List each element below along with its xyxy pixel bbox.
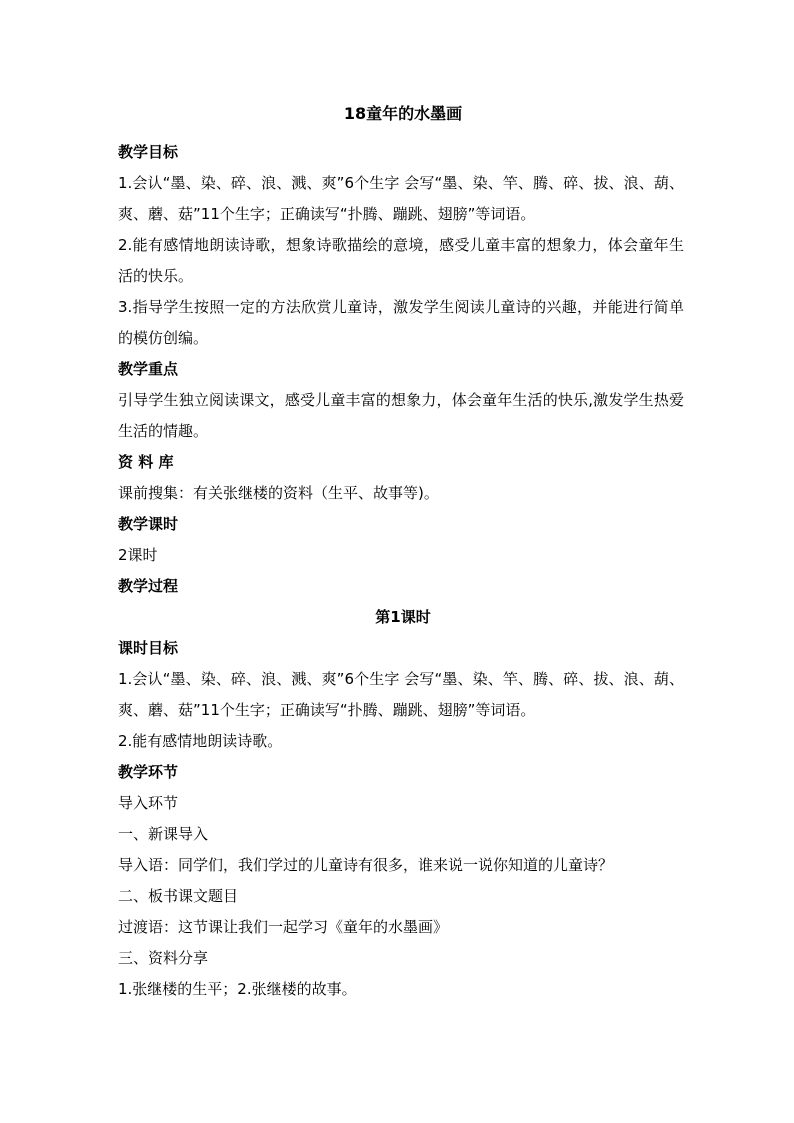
steps-heading: 教学环节 xyxy=(118,763,179,781)
hours-text: 2课时 xyxy=(118,546,158,564)
lesson1-heading: 第1课时 xyxy=(375,608,431,626)
step2-text: 过渡语：这节课让我们一起学习《童年的水墨画》 xyxy=(118,918,449,936)
step3-text: 1.张继楼的生平；2.张继楼的故事。 xyxy=(118,980,357,998)
lesson-goals-heading: 课时目标 xyxy=(118,639,179,657)
objectives-heading: 教学目标 xyxy=(118,143,179,161)
hours-heading: 教学课时 xyxy=(118,515,179,533)
step3-title: 三、资料分享 xyxy=(118,949,209,967)
document-title: 18童年的水墨画 xyxy=(343,104,463,123)
objective-item: 1.会认“墨、染、碎、浪、溅、爽”6个生字 会写“墨、染、竿、腾、碎、拔、浪、葫、爽、蘑、菇”11个生字；正确读写“扑腾、蹦跳、翅膀”等词语。 xyxy=(118,174,684,223)
lesson-goal-item: 1.会认“墨、染、碎、浪、溅、爽”6个生字 会写“墨、染、竿、腾、碎、拔、浪、葫、爽、蘑、菇”11个生字；正确读写“扑腾、蹦跳、翅膀”等词语。 xyxy=(118,670,684,719)
keypoints-text: 引导学生独立阅读课文，感受儿童丰富的想象力，体会童年生活的快乐,激发学生热爱生活的情趣。 xyxy=(118,391,684,440)
step2-title: 二、板书课文题目 xyxy=(118,887,239,905)
step1-title: 一、新课导入 xyxy=(118,825,209,843)
intro-label: 导入环节 xyxy=(118,794,179,812)
keypoints-heading: 教学重点 xyxy=(118,360,179,378)
step1-text: 导入语：同学们，我们学过的儿童诗有很多，谁来说一说你知道的儿童诗？ xyxy=(118,856,614,874)
resources-heading: 资 料 库 xyxy=(118,453,174,471)
lesson-goal-item: 2.能有感情地朗读诗歌。 xyxy=(118,732,283,750)
resources-text: 课前搜集：有关张继楼的资料（生平、故事等)。 xyxy=(118,484,439,502)
objective-item: 3.指导学生按照一定的方法欣赏儿童诗，激发学生阅读儿童诗的兴趣，并能进行简单的模仿创编。 xyxy=(118,298,684,347)
process-heading: 教学过程 xyxy=(118,577,179,595)
objective-item: 2.能有感情地朗读诗歌，想象诗歌描绘的意境，感受儿童丰富的想象力，体会童年生活的快乐。 xyxy=(118,236,684,285)
